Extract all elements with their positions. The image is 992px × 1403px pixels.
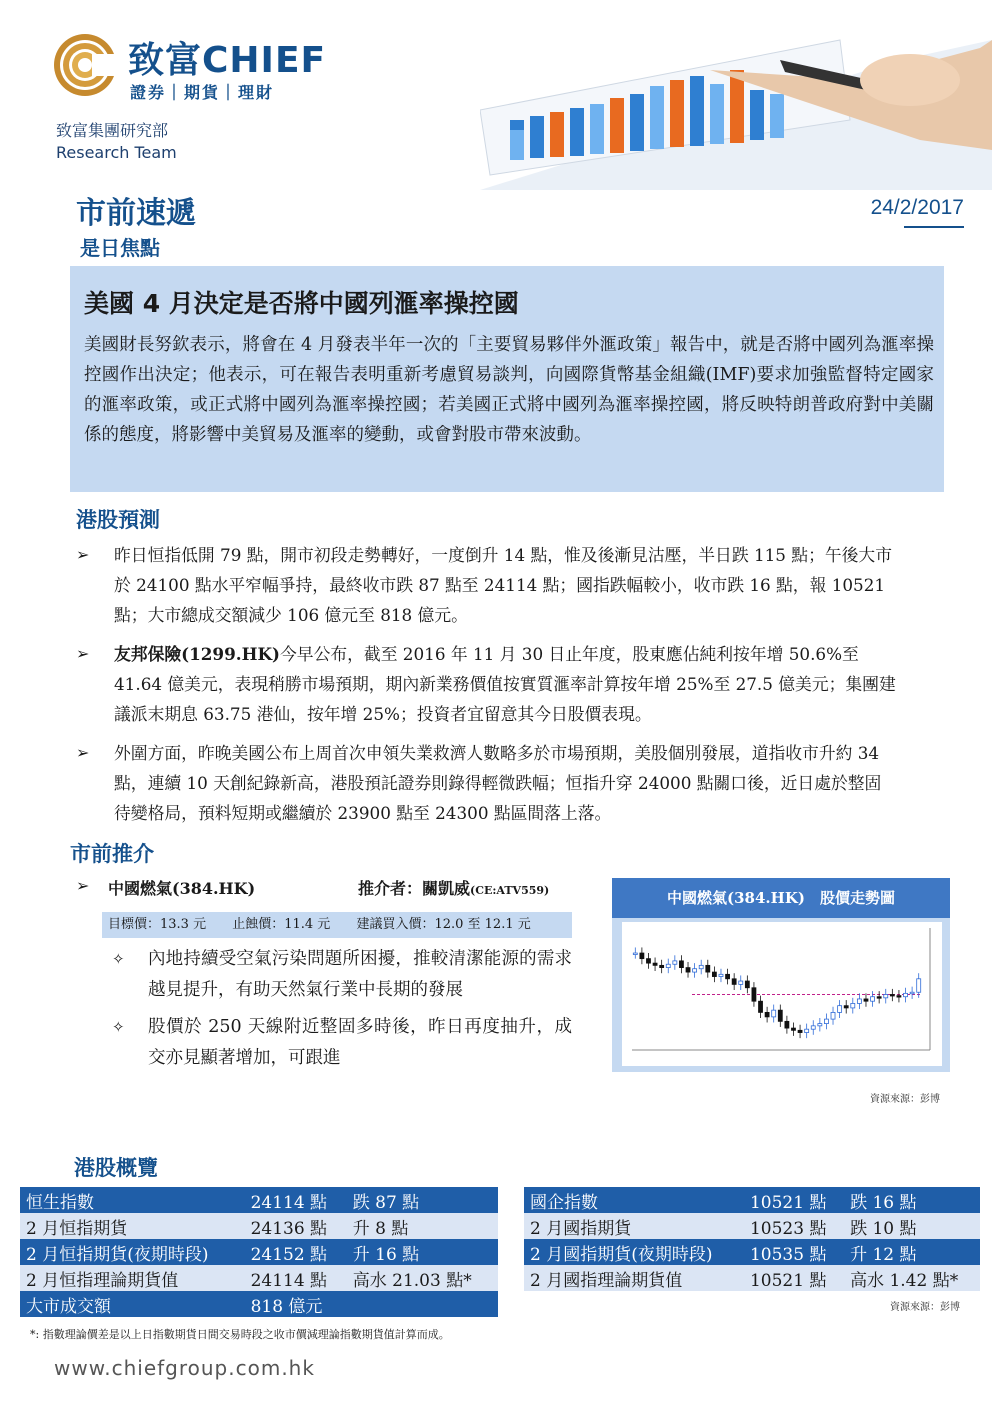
- table-row: 2 月恒指期貨(夜期時段) 24152 點 升 16 點: [20, 1239, 498, 1265]
- forecast-item: [76, 639, 896, 729]
- candle-body: [699, 965, 703, 968]
- overview-heading: 港股概覽: [74, 1156, 158, 1180]
- stock-chart-panel: [612, 878, 950, 1072]
- table-row: 2 月國指期貨 10523 點 跌 10 點: [524, 1213, 980, 1239]
- arrow-bullet-icon: ➢: [76, 545, 90, 564]
- company-logo: [52, 28, 372, 118]
- table-row: 2 月恒指期貨 24136 點 升 8 點: [20, 1213, 498, 1239]
- page-title: 市前速遞: [76, 196, 196, 231]
- candle-body: [778, 1010, 782, 1021]
- arrow-bullet-icon: ➢: [76, 876, 90, 895]
- logo-swirl-icon: [52, 32, 118, 98]
- stop-loss-price: 止蝕價：11.4 元: [232, 917, 331, 932]
- candle-body: [877, 997, 881, 999]
- candle-body: [745, 981, 749, 988]
- candle-body: [864, 999, 868, 1001]
- table-row: 2 月國指理論期貨值 10521 點 高水 1.42 點*: [524, 1265, 980, 1291]
- table-row: 國企指數 10521 點 跌 16 點: [524, 1187, 980, 1213]
- chart-source: 資源來源：彭博: [870, 1094, 940, 1105]
- candle-body: [871, 997, 875, 1001]
- candle-body: [772, 1010, 776, 1017]
- candle-body: [712, 972, 716, 976]
- stock-chart-svg: [622, 922, 942, 1066]
- candle-body: [844, 1006, 848, 1008]
- candle-body: [838, 1006, 842, 1013]
- candle-body: [752, 988, 756, 1001]
- recommend-analyst: 推介者：關凱威(CE:ATV559): [358, 879, 550, 898]
- candle-body: [726, 974, 730, 978]
- candle-body: [679, 961, 683, 968]
- brand-name: 致富CHIEF: [128, 40, 327, 81]
- forecast-item: [76, 540, 896, 630]
- candle-body: [798, 1030, 802, 1032]
- candle-body: [831, 1012, 835, 1019]
- research-team: [56, 120, 177, 164]
- arrow-bullet-icon: ➢: [76, 743, 90, 762]
- forecast-text: 今早公布，截至 2016 年 11 月 30 日止年度，股東應佔純利按年增 50.6%至 41.64 億美元，表現稍勝市場預期，期內新業務價值按實質滙率計算按年增 25%至 27.5 億美元；集團建議派末期息 63.75 港仙，按年增 25%；投資者宜留意其今日股價表現。: [114, 644, 896, 724]
- date-underline: [904, 226, 964, 228]
- focus-box: [70, 266, 944, 492]
- candle-body: [732, 979, 736, 985]
- candle-body: [910, 992, 914, 994]
- candle-body: [851, 1003, 855, 1007]
- candle-body: [640, 953, 644, 959]
- candle-body: [897, 996, 901, 998]
- candle-body: [653, 963, 657, 965]
- forecast-heading: 港股預測: [76, 508, 160, 532]
- candle-body: [660, 965, 664, 967]
- report-date: 24/2/2017: [870, 196, 964, 219]
- forecast-list: [76, 540, 896, 837]
- stock-chart-area: [622, 922, 942, 1066]
- hscei-overview-table: [524, 1187, 980, 1291]
- candle-body: [765, 1012, 769, 1016]
- website-link[interactable]: www.chiefgroup.com.hk: [54, 1356, 315, 1380]
- candle-body: [759, 1001, 763, 1012]
- price-targets-bar: [102, 912, 572, 938]
- overview-source: 資源來源：彭博: [890, 1302, 960, 1313]
- recommend-heading: 市前推介: [70, 842, 154, 866]
- recommend-point: ✧ 內地持續受空氣污染問題所困擾，推較清潔能源的需求越見提升，有助天然氣行業中長期的發展: [112, 944, 572, 1006]
- buy-price: 建議買入價：12.0 至 12.1 元: [356, 917, 531, 932]
- candle-body: [785, 1021, 789, 1028]
- dept-en: Research Team: [56, 143, 177, 162]
- candle-body: [904, 993, 908, 996]
- hsi-overview-table: [20, 1187, 498, 1317]
- recommend-point: ✧ 股價於 250 天線附近整固多時後，昨日再度抽升，成交亦見顯著增加，可跟進: [112, 1012, 572, 1074]
- footnote: *: 指數理論價差是以上日指數期貨日間交易時段之收市價減理論指數期貨值計算而成。: [30, 1328, 450, 1341]
- dept-cn: 致富集團研究部: [56, 121, 169, 140]
- candle-body: [818, 1024, 822, 1026]
- candle-body: [917, 979, 921, 992]
- table-row: 2 月國指期貨(夜期時段) 10535 點 升 12 點: [524, 1239, 980, 1265]
- candle-body: [811, 1026, 815, 1029]
- arrow-bullet-icon: ➢: [76, 644, 90, 663]
- candle-body: [739, 981, 743, 984]
- stock-chart-title: 中國燃氣(384.HK) 股價走勢圖: [612, 878, 950, 918]
- candle-body: [824, 1019, 828, 1023]
- focus-headline: 美國 4 月決定是否將中國列滙率操控國: [84, 289, 519, 318]
- recommend-points: [112, 944, 572, 1080]
- table-row: 恒生指數 24114 點 跌 87 點: [20, 1187, 498, 1213]
- candle-body: [646, 959, 650, 963]
- candle-body: [791, 1028, 795, 1030]
- table-row: 2 月恒指理論期貨值 24114 點 高水 21.03 點*: [20, 1265, 498, 1291]
- forecast-company: 友邦保險(1299.HK): [114, 644, 280, 664]
- table-row: 大市成交額 818 億元: [20, 1291, 498, 1317]
- candle-body: [706, 965, 710, 972]
- forecast-item: [76, 738, 896, 828]
- candle-body: [890, 994, 894, 996]
- focus-label: 是日焦點: [80, 236, 160, 260]
- forecast-text: 昨日恒指低開 79 點，開市初段走勢轉好，一度倒升 14 點，惟及後漸見沽壓，半日跌 115 點；午後大市於 24100 點水平窄幅爭持，最終收市跌 87 點至 24114 點；國指跌幅較小，收市跌 16 點，報 10521 點；大市總成交額減少 106 億元至 818 億元。: [114, 545, 892, 625]
- candle-body: [666, 964, 670, 967]
- candle-body: [884, 994, 888, 997]
- header-bar-chart-image: [480, 0, 992, 190]
- brand-subtitle: 證券｜期貨｜理財: [130, 83, 275, 102]
- candle-body: [719, 974, 723, 976]
- focus-body: 美國財長努欽表示，將會在 4 月發表半年一次的「主要貿易夥伴外滙政策」報告中，就是否將中國列為滙率操控國作出決定；他表示，可在報告表明重新考慮貿易談判，向國際貨幣基金組織(IMF)要求加強監督特定國家的滙率政策，或正式將中國列為滙率操控國；若美國正式將中國列為滙率操控國，將反映特朗普政府對中美關係的態度，將影響中美貿易及滙率的變動，或會對股市帶來波動。: [84, 335, 934, 445]
- recommend-stock: 中國燃氣(384.HK): [108, 879, 256, 898]
- forecast-text: 外圍方面，昨晚美國公布上周首次申領失業救濟人數略多於市場預期，美股個別發展，道指收市升約 34 點，連續 10 天創紀錄新高，港股預託證券則錄得輕微跌幅；恒指升穿 24000 點關口後，近日處於整固待變格局，預料短期或繼續於 23900 點至 24300 點區間落上落。: [114, 743, 882, 823]
- candle-body: [805, 1029, 809, 1032]
- candle-body: [673, 961, 677, 964]
- candle-body: [857, 999, 861, 1003]
- diamond-bullet-icon: ✧: [112, 950, 125, 968]
- target-price: 目標價：13.3 元: [108, 917, 207, 932]
- candle-body: [686, 968, 690, 972]
- candle-body: [633, 953, 637, 955]
- diamond-bullet-icon: ✧: [112, 1018, 125, 1036]
- candle-body: [693, 969, 697, 972]
